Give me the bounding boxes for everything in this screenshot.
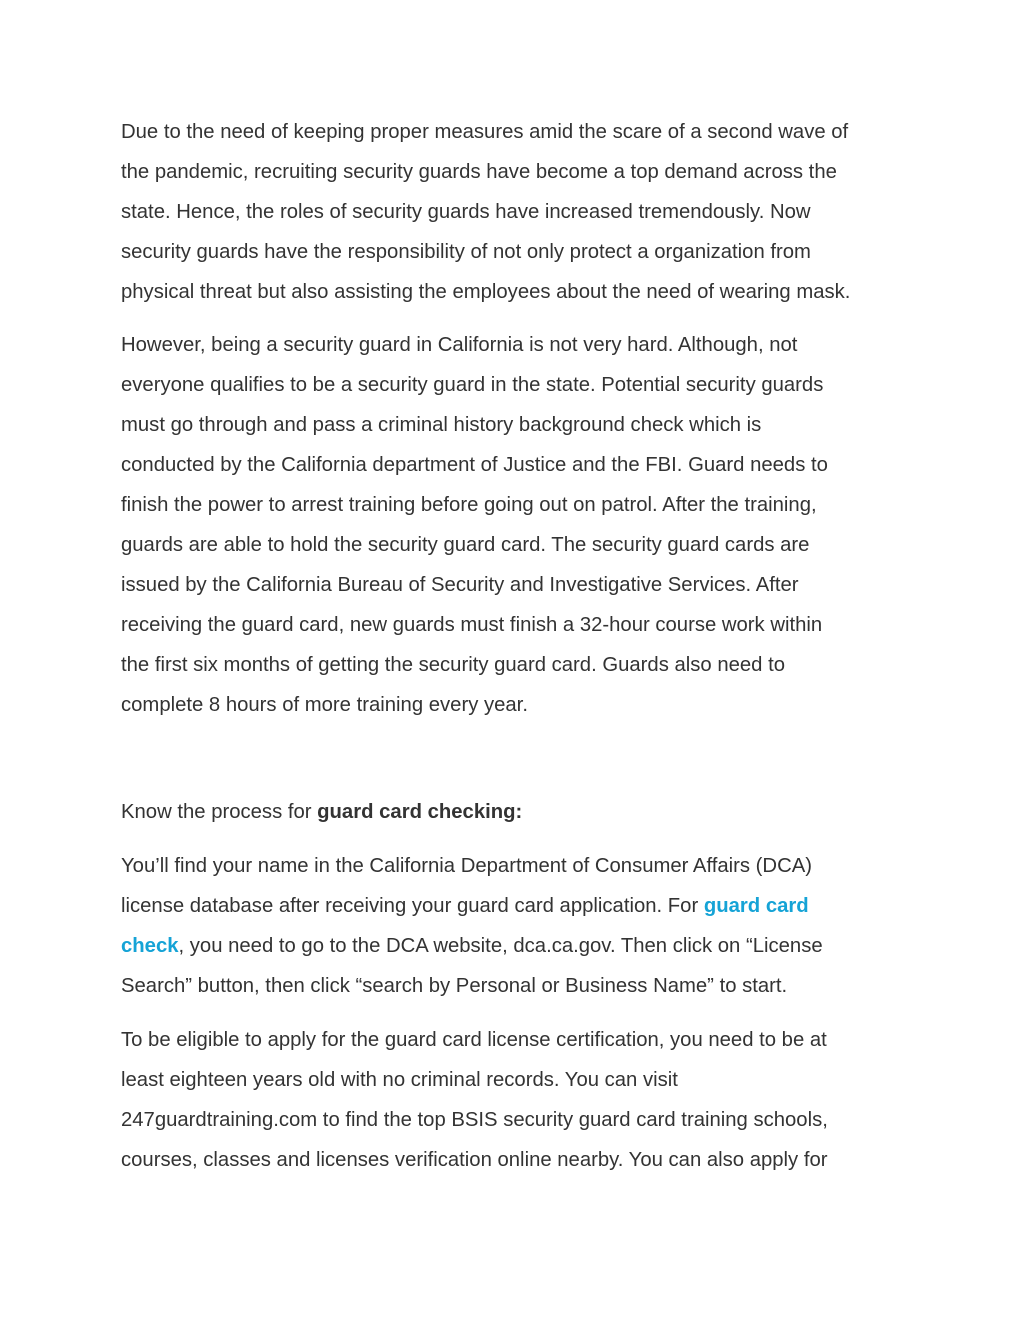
paragraph-spacer bbox=[121, 312, 911, 325]
text-line: Search” button, then click “search by Personal or Business Name” to start. bbox=[121, 975, 788, 997]
paragraph-pandemic bbox=[121, 112, 911, 312]
text-line: To be eligible to apply for the guard card license certification, you need to be at bbox=[121, 1029, 827, 1051]
text-line: guards are able to hold the security guard card. The security guard cards are bbox=[121, 534, 810, 556]
text-line: the first six months of getting the security guard card. Guards also need to bbox=[121, 654, 785, 676]
text-line: You’ll find your name in the California Department of Consumer Affairs (DCA) bbox=[121, 855, 813, 877]
text-line bbox=[121, 926, 911, 966]
text-line: least eighteen years old with no criminal records. You can visit bbox=[121, 1069, 678, 1091]
text-line: issued by the California Bureau of Security and Investigative Services. After bbox=[121, 574, 799, 596]
text-line: physical threat but also assisting the employees about the need of wearing mask. bbox=[121, 281, 851, 303]
paragraph-spacer bbox=[121, 1006, 911, 1020]
guard-card-check-link-continued[interactable]: check bbox=[121, 935, 179, 957]
text-line: finish the power to arrest training before going out on patrol. After the training, bbox=[121, 494, 817, 516]
text-line: the pandemic, recruiting security guards have become a top demand across the bbox=[121, 161, 837, 183]
paragraph-spacer bbox=[121, 832, 911, 846]
text-line: must go through and pass a criminal history background check which is bbox=[121, 414, 762, 436]
text-line: complete 8 hours of more training every year. bbox=[121, 694, 528, 716]
text-line: security guards have the responsibility of not only protect a organization from bbox=[121, 241, 811, 263]
text-line: state. Hence, the roles of security guards have increased tremendously. Now bbox=[121, 201, 811, 223]
text-line: Due to the need of keeping proper measures amid the scare of a second wave of bbox=[121, 121, 849, 143]
text-segment: license database after receiving your guard card application. For bbox=[121, 895, 704, 917]
section-spacer bbox=[121, 725, 911, 792]
text-segment: , you need to go to the DCA website, dca.ca.gov. Then click on “License bbox=[178, 935, 823, 957]
guard-card-check-link[interactable]: guard card bbox=[703, 895, 809, 917]
heading-prefix: Know the process for bbox=[121, 801, 318, 823]
section-heading bbox=[121, 792, 911, 832]
text-line: 247guardtraining.com to find the top BSIS security guard card training schools, bbox=[121, 1109, 828, 1131]
text-line: conducted by the California department of Justice and the FBI. Guard needs to bbox=[121, 454, 828, 476]
text-line bbox=[121, 886, 911, 926]
text-line: However, being a security guard in California is not very hard. Although, not bbox=[121, 334, 798, 356]
heading-bold: guard card checking: bbox=[317, 801, 523, 823]
paragraph-dca-lookup bbox=[121, 846, 911, 1006]
paragraph-eligibility bbox=[121, 1020, 911, 1180]
text-line: everyone qualifies to be a security guard in the state. Potential security guards bbox=[121, 374, 824, 396]
paragraph-requirements bbox=[121, 325, 911, 725]
document-body bbox=[121, 112, 911, 1180]
text-line: courses, classes and licenses verification online nearby. You can also apply for bbox=[121, 1149, 828, 1171]
text-line: receiving the guard card, new guards must finish a 32-hour course work within bbox=[121, 614, 823, 636]
